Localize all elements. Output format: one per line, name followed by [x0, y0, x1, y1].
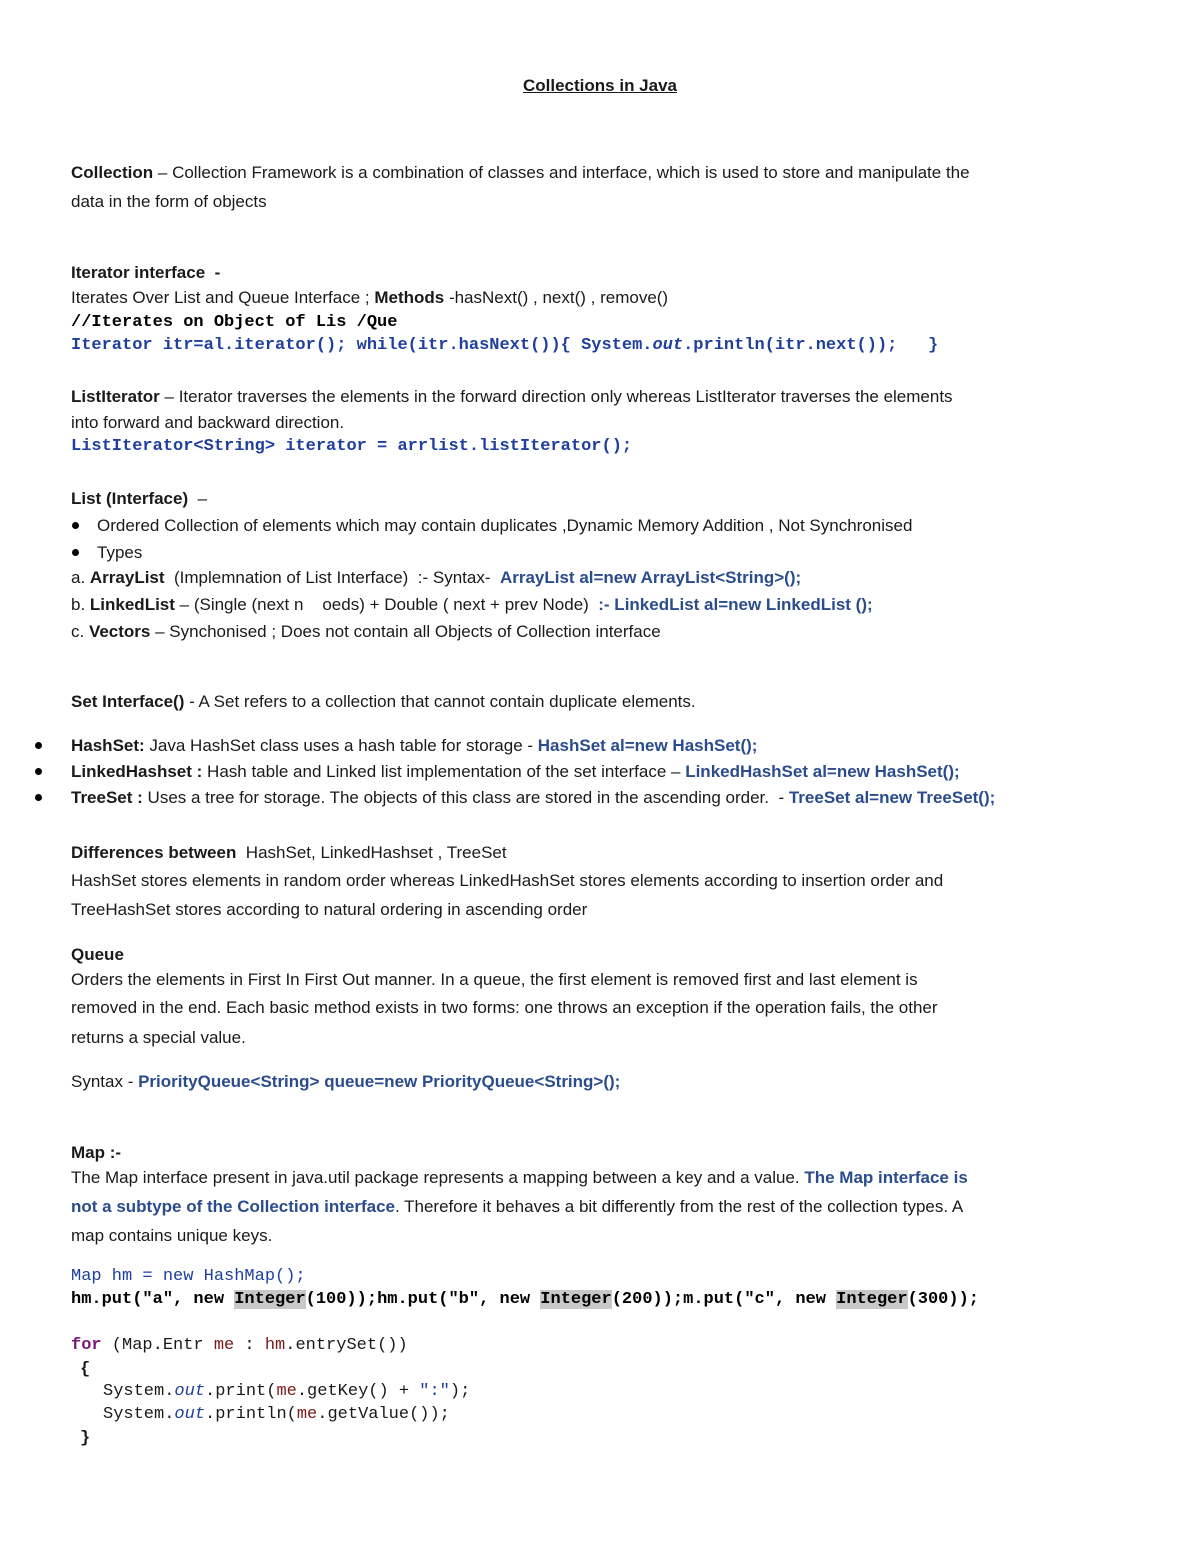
bullet-icon — [72, 549, 79, 556]
list-type-linkedlist: b. LinkedList – (Single (next n oeds) + Double ( next + prev Node) :- LinkedList al=new LinkedList (); — [71, 595, 873, 614]
collection-definition-line1: Collection – Collection Framework is a combination of classes and interface, which is used to store and manipulate the — [71, 163, 970, 182]
bullet-icon — [35, 768, 42, 775]
map-code-line1: Map hm = new HashMap(); — [71, 1267, 306, 1286]
listiterator-code: ListIterator<String> iterator = arrlist.listIterator(); — [71, 437, 633, 456]
set-item-treeset: TreeSet : Uses a tree for storage. The objects of this class are stored in the ascending order. - TreeSet al=new TreeSet(); — [71, 788, 996, 807]
iterator-description: Iterates Over List and Queue Interface ; Methods -hasNext() , next() , remove() — [71, 288, 669, 307]
iterator-heading: Iterator interface - — [71, 263, 221, 282]
collection-term: Collection — [71, 163, 154, 182]
page-title: Collections in Java — [523, 76, 677, 95]
bullet-icon — [35, 794, 42, 801]
listiterator-term: ListIterator — [71, 387, 160, 406]
list-type-vectors: c. Vectors – Synchonised ; Does not contain all Objects of Collection interface — [71, 622, 661, 641]
queue-syntax: Syntax - PriorityQueue<String> queue=new PriorityQueue<String>(); — [71, 1072, 621, 1091]
listiterator-definition-line1: ListIterator – Iterator traverses the elements in the forward direction only whereas ListIterator traverses the elements — [71, 387, 953, 406]
set-item-linkedhashset: LinkedHashset : Hash table and Linked list implementation of the set interface – LinkedHashSet al=new HashSet(); — [71, 762, 960, 781]
map-line3: map contains unique keys. — [71, 1226, 273, 1245]
queue-line3: returns a special value. — [71, 1028, 246, 1047]
iterator-comment: //Iterates on Object of Lis /Que — [71, 313, 398, 332]
map-heading: Map :- — [71, 1143, 122, 1162]
queue-line1: Orders the elements in First In First Out manner. In a queue, the first element is removed first and last element is — [71, 970, 918, 989]
list-bullet-1: Ordered Collection of elements which may contain duplicates ,Dynamic Memory Addition , Not Synchronised — [97, 516, 913, 535]
bullet-icon — [35, 742, 42, 749]
collection-definition-line2: data in the form of objects — [71, 192, 267, 211]
list-heading: List (Interface) – — [71, 489, 208, 508]
queue-line2: removed in the end. Each basic method exists in two forms: one throws an exception if the operation fails, the other — [71, 998, 938, 1017]
list-bullet-2: Types — [97, 543, 143, 562]
map-code-print-key: System.out.print(me.getKey() + ":"); — [103, 1382, 471, 1401]
listiterator-definition-line2: into forward and backward direction. — [71, 413, 345, 432]
set-item-hashset: HashSet: Java HashSet class uses a hash table for storage - HashSet al=new HashSet(); — [71, 736, 758, 755]
map-line2: not a subtype of the Collection interface. Therefore it behaves a bit differently from the rest of the collection types. A — [71, 1197, 964, 1216]
map-code-line2: hm.put("a", new Integer(100));hm.put("b", new Integer(200));m.put("c", new Integer(300)); — [71, 1290, 979, 1309]
map-code-brace-open: { — [80, 1360, 91, 1379]
map-code-brace-close: } — [80, 1429, 91, 1448]
map-code-print-value: System.out.println(me.getValue()); — [103, 1405, 450, 1424]
map-line1: The Map interface present in java.util package represents a mapping between a key and a value. The Map interface is — [71, 1168, 968, 1187]
iterator-code: Iterator itr=al.iterator(); while(itr.hasNext()){ System.out.println(itr.next()); } — [71, 336, 939, 355]
differences-line2: TreeHashSet stores according to natural ordering in ascending order — [71, 900, 588, 919]
differences-line1: HashSet stores elements in random order whereas LinkedHashSet stores elements according to insertion order and — [71, 871, 944, 890]
list-type-arraylist: a. ArrayList (Implemnation of List Interface) :- Syntax- ArrayList al=new ArrayList<String>(); — [71, 568, 802, 587]
bullet-icon — [72, 522, 79, 529]
queue-heading: Queue — [71, 945, 124, 964]
map-code-for: for (Map.Entr me : hm.entrySet()) — [71, 1336, 408, 1355]
differences-heading: Differences between HashSet, LinkedHashset , TreeSet — [71, 843, 507, 862]
set-heading: Set Interface() - A Set refers to a collection that cannot contain duplicate elements. — [71, 692, 696, 711]
